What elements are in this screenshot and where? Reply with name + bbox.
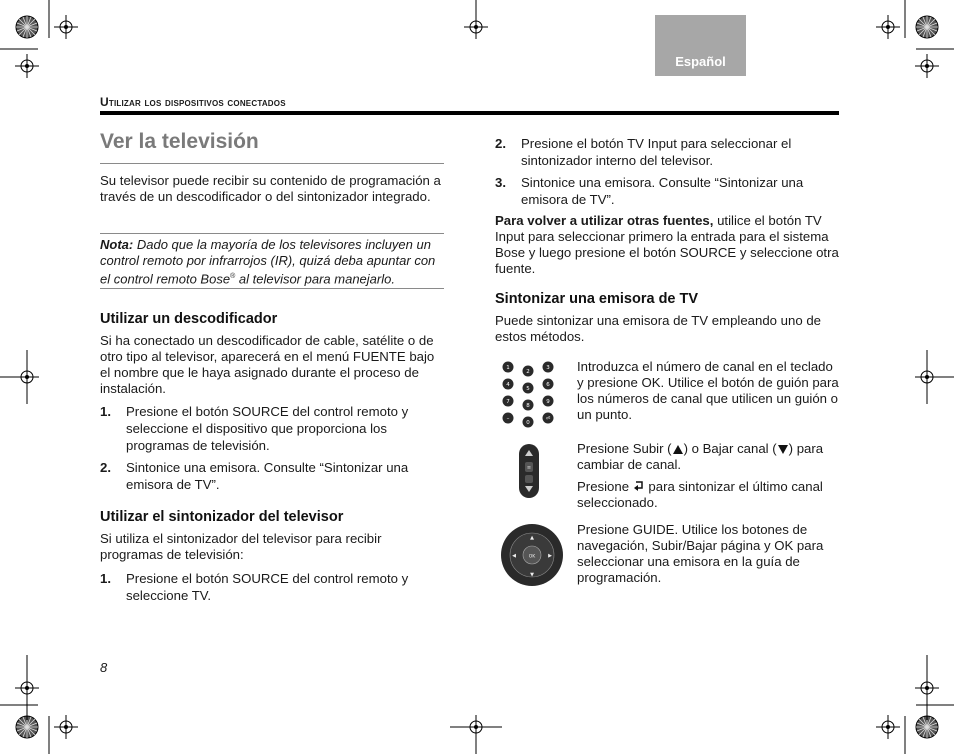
section-header: Utilizar los dispositivos conectados — [100, 95, 286, 109]
method-last-text-1: Presione — [577, 479, 630, 494]
note-top-rule — [100, 233, 444, 234]
step-text: Presione el botón SOURCE del control remoto y seleccione el dispositivo que proporciona los programas de televisión. — [126, 404, 409, 453]
keypad-key-label: 7 — [506, 399, 510, 405]
keypad-key-label: 0 — [526, 420, 530, 426]
step-text: Presione el botón TV Input para seleccionar el sintonizador interno del televisor. — [521, 136, 792, 168]
nav-arrow-label: ▶ — [548, 553, 552, 559]
tuner-step-1 — [100, 570, 444, 604]
note-reg: ® — [230, 273, 236, 280]
section-rule — [100, 111, 839, 115]
step-text: Presione el botón SOURCE del control remoto y seleccione TV. — [126, 571, 409, 603]
method-last-channel — [577, 479, 839, 511]
nav-arrow-label: ◀ — [512, 553, 516, 559]
method-keypad: Introduzca el número de canal en el teclado y presione OK. Utilice el botón de guión para los números de canal que utilicen un guión o un punto. — [577, 359, 839, 422]
nav-arrow-label: ▲ — [530, 535, 534, 541]
tune-body: Puede sintonizar una emisora de TV empleando uno de estos métodos. — [495, 313, 821, 344]
tune-heading: Sintonizar una emisora de TV — [495, 291, 699, 307]
channel-rocker-illustration — [517, 443, 541, 499]
keypad-key-label: 4 — [506, 382, 510, 388]
language-tab — [655, 15, 746, 76]
method-channel-text-1: Presione Subir ( — [577, 441, 672, 456]
tuner-step-2 — [495, 135, 839, 169]
navigation-pad-illustration — [500, 523, 564, 587]
intro-paragraph: Su televisor puede recibir su contenido de programación a través de un descodificador o del sintonizador integrado. — [100, 173, 441, 204]
method-last-text-2: para sintonizar el último canal seleccionado. — [577, 479, 823, 510]
tuner-heading: Utilizar el sintonizador del televisor — [100, 509, 344, 525]
step-number: 1. — [100, 571, 111, 586]
keypad-key-label: 5 — [526, 386, 530, 392]
step-text: Sintonice una emisora. Consulte “Sintonizar una emisora de TV”. — [126, 460, 409, 492]
language-tab-label: Español — [675, 54, 726, 69]
decoder-heading: Utilizar un descodificador — [100, 311, 278, 327]
keypad-key-label: 8 — [526, 403, 530, 409]
return-bold: Para volver a utilizar otras fuentes, — [495, 213, 714, 228]
page-title: Ver la televisión — [100, 130, 259, 153]
channel-down-icon — [778, 445, 788, 454]
step-text: Sintonice una emisora. Consulte “Sintonizar una emisora de TV”. — [521, 175, 804, 207]
title-rule — [100, 163, 444, 164]
keypad-key-label: 9 — [546, 399, 550, 405]
page-number: 8 — [100, 660, 108, 675]
method-channel — [577, 441, 839, 473]
nav-ok-label: OK — [528, 554, 536, 560]
decoder-body: Si ha conectado un descodificador de cable, satélite o de otro tipo al televisor, aparecerá en el menú FUENTE bajo el nombre que le haya asignado durante el proceso de instalación. — [100, 333, 435, 396]
method-channel-text-3: ) para cambiar de canal. — [577, 441, 824, 472]
note-text: Dado que la mayoría de los televisores incluyen un control remoto por infrarrojos (IR), quizá deba apuntar con el control remoto Bose — [100, 237, 436, 287]
tuner-step-3 — [495, 174, 839, 208]
decoder-step-2 — [100, 459, 444, 493]
method-guide: Presione GUIDE. Utilice los botones de navegación, Subir/Bajar página y OK para seleccionar una emisora en la guía de programación. — [577, 522, 824, 585]
step-number: 2. — [100, 460, 111, 475]
keypad-key-label: 2 — [526, 369, 530, 375]
last-channel-icon — [633, 480, 645, 493]
channel-up-icon — [673, 445, 683, 454]
note-label: Nota: — [100, 237, 134, 252]
keypad-key-label: 6 — [546, 382, 550, 388]
note-bottom-rule — [100, 288, 444, 289]
keypad-key-label: 1 — [506, 365, 510, 371]
keypad-key-label: ⏎ — [545, 416, 551, 422]
keypad-key-label: 3 — [546, 365, 550, 371]
decoder-step-1 — [100, 403, 444, 455]
svg-text:≡: ≡ — [526, 465, 532, 471]
nav-arrow-label: ▼ — [530, 572, 534, 578]
note-block — [100, 237, 445, 287]
step-number: 2. — [495, 136, 506, 151]
return-rest: utilice el botón TV Input para seleccionar primero la entrada para el sistema Bose y luego presione el botón SOURCE y seleccione otra fuente. — [495, 213, 839, 276]
keypad-key-label: – — [506, 416, 510, 422]
method-channel-text-2: ) o Bajar canal ( — [683, 441, 777, 456]
note-text-after: al televisor para manejarlo. — [238, 271, 395, 287]
tuner-body: Si utiliza el sintonizador del televisor para recibir programas de televisión: — [100, 531, 382, 562]
step-number: 3. — [495, 175, 506, 190]
return-paragraph — [495, 213, 839, 277]
keypad-illustration — [497, 358, 563, 428]
step-number: 1. — [100, 404, 111, 419]
